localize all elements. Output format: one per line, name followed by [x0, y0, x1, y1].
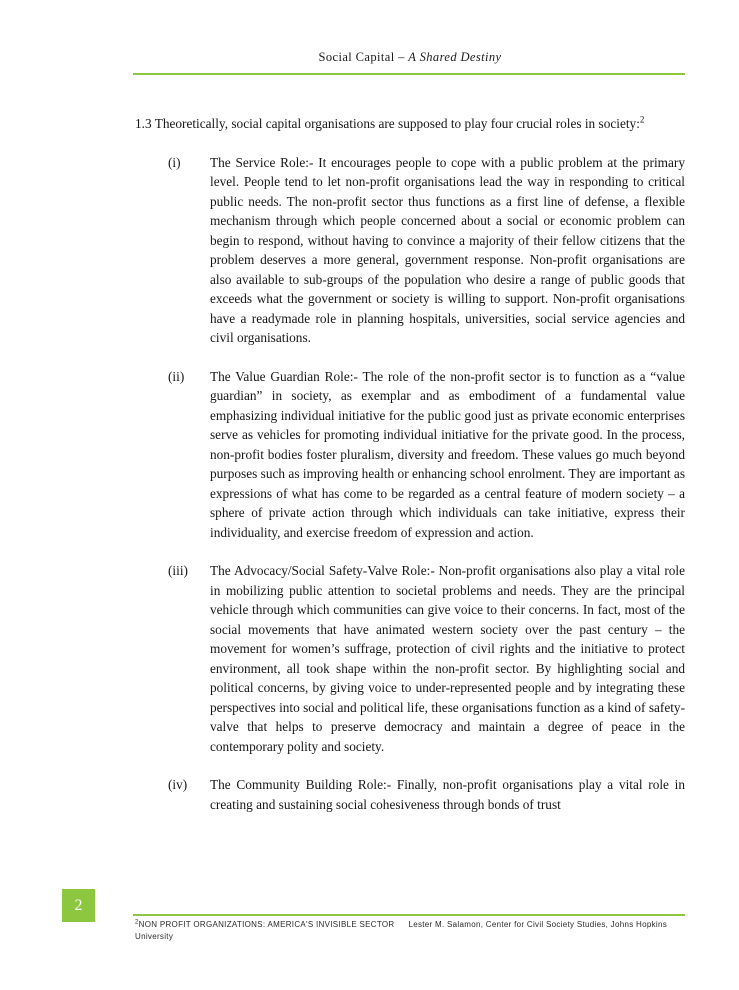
header-rule [133, 73, 685, 75]
running-head-regular: Social Capital – [318, 50, 409, 64]
list-item-text: The Community Building Role:- Finally, non-profit organisations play a vital role in creating and sustaining social cohesiveness through bonds of trust [210, 777, 685, 812]
intro-text: 1.3 Theoretically, social capital organisations are supposed to play four crucial roles in society: [135, 116, 640, 131]
list-item-community-building-role [135, 775, 685, 814]
list-item-label: (i) [168, 154, 181, 170]
page-number-badge: 2 [62, 889, 95, 922]
body-content [135, 114, 685, 833]
footnote-marker: 2 [135, 919, 139, 926]
list-item-label: (ii) [168, 368, 185, 384]
list-item-label: (iii) [168, 563, 188, 578]
list-item-text: The Advocacy/Social Safety-Valve Role:- Non-profit organisations also play a vital role in mobilizing public attention to societal problems and needs. They are the principal vehicle through which communities can give voice to their concerns. In fact, most of the social movements that have animated western society over the past century – the movement for women’s suffrage, protection of civil rights and the initiative to protect environment, all took shape within the non-profit sector. By highlighting social and political concerns, by giving voice to under-represented people and by integrating these perspectives into social and political life, these organisations function as a kind of safety-valve that helps to preserve democracy and maintain a degree of peace in the contemporary polity and society. [210, 563, 685, 754]
list-item-text: The Value Guardian Role:- The role of the non-profit sector is to function as a “value guardian” in society, as exemplar and as embodiment of a fundamental value emphasizing individual initiative for the public good just as private economic enterprises serve as vehicles for promoting individual initiative for the private good. In the process, non-profit bodies foster pluralism, diversity and freedom. These values go much beyond purposes such as improving health or enhancing school enrolment. They are important as expressions of what has come to be regarded as a central feature of modern society – a sphere of private action through which individuals can take initiative, express their individuality, and exercise freedom of expression and action. [210, 368, 685, 540]
running-head [135, 50, 685, 65]
footnote-reference: 2 [639, 114, 645, 125]
list-item-service-role [135, 153, 685, 348]
roles-list [135, 153, 685, 815]
list-item-value-guardian-role [135, 367, 685, 543]
footnote [135, 919, 685, 943]
footnote-credit: Lester M. Salamon, Center for Civil Society Studies, Johns Hopkins University [135, 920, 668, 941]
footnote-title: NON PROFIT ORGANIZATIONS: AMERICA'S INVISIBLE SECTOR [138, 920, 395, 929]
running-head-italic: A Shared Destiny [408, 50, 502, 64]
list-item-text: The Service Role:- It encourages people to cope with a public problem at the primary level. People tend to let non-profit organisations lead the way in responding to critical public needs. The non-profit sector thus functions as a first line of defense, a flexible mechanism through which people concerned about a social or economic problem can begin to respond, without having to convince a majority of their fellow citizens that the problem deserves a more general, government response. Non-profit organisations are also available to sub-groups of the population who desire a range of public goods that exceeds what the government or society is willing to support. Non-profit organisations have a readymade role in planning hospitals, universities, social service agencies and civil organisations. [210, 154, 685, 345]
intro-paragraph [135, 114, 685, 134]
list-item-label: (iv) [168, 777, 188, 792]
list-item-advocacy-role [135, 561, 685, 756]
footnote-rule [133, 914, 685, 916]
